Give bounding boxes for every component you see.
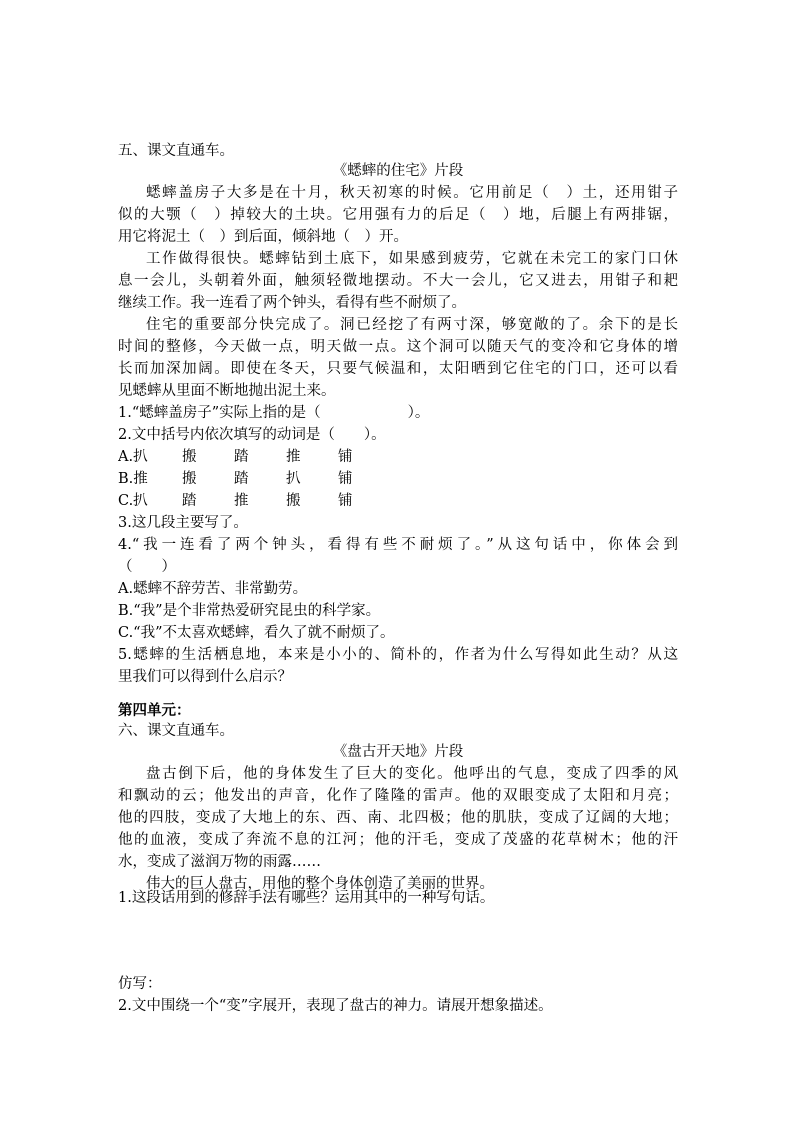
passage-line: 息一会儿，头朝着外面，触须轻微地摆动。不大一会儿，它又进去，用钳子和耙 (118, 273, 678, 289)
passage-line: 用它将泥土（ ）到后面，倾斜地（ ）开。 (118, 229, 408, 245)
question-5: 5.蟋蟀的生活栖息地，本来是小小的、简朴的，作者为什么写得如此生动？从这 (118, 647, 678, 663)
q2-option-b (118, 468, 678, 490)
q4-option-a: A.蟋蟀不辞劳苦、非常勤劳。 (118, 581, 308, 597)
option-word: 铺 (338, 449, 353, 465)
option-word: 踏 (234, 449, 249, 465)
passage-line: 水，变成了滋润万物的雨露…… (118, 854, 321, 870)
passage-line: 工作做得很快。蟋蟀钻到土底下，如果感到疲劳，它就在未完工的家门口休 (146, 251, 678, 267)
passage-line: 似的大颚（ ）掉较大的土块。它用强有力的后足（ ）地，后腿上有两排锯， (118, 207, 678, 223)
question-1: 1.“蟋蟀盖房子”实际上指的是（ ）。 (118, 405, 430, 421)
option-label: C.扒 (118, 493, 148, 509)
question-5-cont: 里我们可以得到什么启示？ (118, 669, 292, 685)
passage-line: 蟋蟀盖房子大多是在十月，秋天初寒的时候。它用前足（ ）土，还用钳子 (146, 185, 678, 201)
passage-line: 见蟋蟀从里面不断地抛出泥土来。 (118, 383, 336, 399)
unit-heading: 第四单元： (118, 702, 191, 719)
q2-option-c (118, 490, 678, 512)
passage-line: 盘古倒下后，他的身体发生了巨大的变化。他呼出的气息，变成了四季的风 (146, 766, 678, 782)
question-4-blank: （ ） (118, 559, 176, 575)
option-word: 推 (286, 449, 301, 465)
section6-heading: 六、课文直通车。 (118, 723, 234, 739)
option-word: 踏 (234, 471, 249, 487)
passage-line: 伟大的巨人盘古，用他的整个身体创造了美丽的世界。 (146, 876, 494, 892)
q4-option-c: C.“我”不太喜欢蟋蟀，看久了就不耐烦了。 (118, 625, 395, 641)
unit4-question-1: 1.这段话用到的修辞手法有哪些？运用其中的一种写句话。 (118, 890, 495, 906)
question-4: 4.“我一连看了两个钟头，看得有些不耐烦了。”从这句话中，你体会到 (118, 537, 678, 553)
passage-line: 继续工作。我一连看了两个钟头，看得有些不耐烦了。 (118, 295, 466, 311)
passage-line: 长而加深加阔。即使在冬天，只要气候温和，太阳晒到它住宅的门口，还可以看 (118, 361, 678, 377)
passage-line: 时间的整修，今天做一点，明天做一点。这个洞可以随天气的变冷和它身体的增 (118, 339, 678, 355)
section5-heading: 五、课文直通车。 (118, 143, 234, 159)
section5-title: 《蟋蟀的住宅》片段 (332, 163, 464, 179)
option-word: 推 (234, 493, 249, 509)
question-2: 2.文中括号内依次填写的动词是（ ）。 (118, 427, 386, 443)
question-3: 3.这几段主要写了。 (118, 515, 248, 531)
passage-line: 他的血液，变成了奔流不息的江河；他的汗毛，变成了茂盛的花草树木；他的汗 (118, 832, 678, 848)
option-word: 搬 (286, 493, 301, 509)
passage-line: 住宅的重要部分快完成了。洞已经挖了有两寸深，够宽敞的了。余下的是长 (146, 317, 678, 333)
option-word: 搬 (182, 449, 197, 465)
q2-option-a (118, 446, 678, 468)
option-word: 扒 (286, 471, 301, 487)
option-word: 踏 (182, 493, 197, 509)
option-word: 搬 (182, 471, 197, 487)
passage-line: 和飘动的云；他发出的声音，化作了隆隆的雷声。他的双眼变成了太阳和月亮； (118, 788, 678, 804)
option-word: 铺 (338, 471, 353, 487)
option-label: A.扒 (118, 449, 148, 465)
option-word: 铺 (338, 493, 353, 509)
imitate-label: 仿写： (118, 976, 162, 992)
unit4-question-2: 2.文中围绕一个“变”字展开，表现了盘古的神力。请展开想象描述。 (118, 998, 553, 1014)
passage-line: 他的四肢，变成了大地上的东、西、南、北四极；他的肌肤，变成了辽阔的大地； (118, 810, 678, 826)
section6-title: 《盘古开天地》片段 (332, 744, 464, 760)
q4-option-b: B.“我”是个非常热爱研究昆虫的科学家。 (118, 603, 381, 619)
option-label: B.推 (118, 471, 148, 487)
